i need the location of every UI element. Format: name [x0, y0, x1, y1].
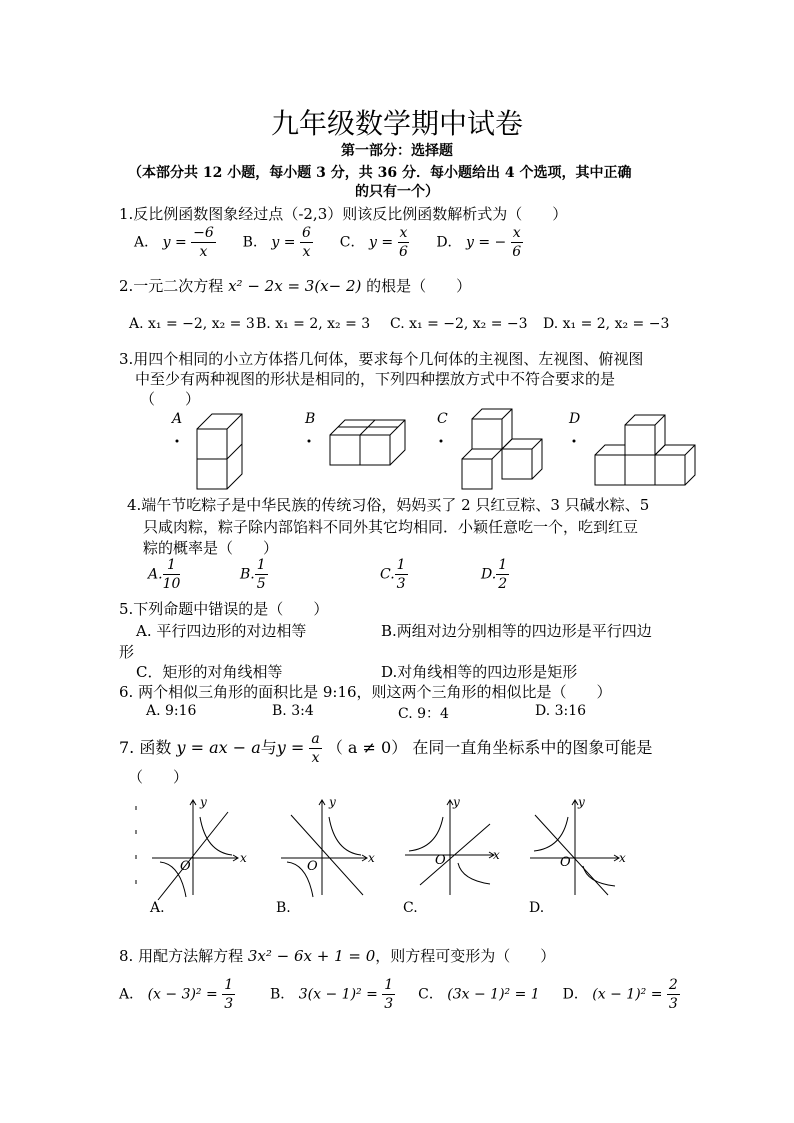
q7-graph-c — [405, 800, 494, 895]
q1-a-lhs: y = — [162, 234, 187, 251]
q2-option-a: A. x₁ = −2, x₂ = 3 — [129, 316, 255, 332]
page-title: 九年级数学期中试卷 — [270, 107, 523, 140]
q7-label-b: B. — [276, 900, 291, 916]
q7-label-a: A. — [150, 900, 165, 916]
section-note-line2: 的只有一个） — [355, 184, 439, 200]
q2-equation: x² − 2x = 3(x− 2) — [228, 277, 362, 295]
q8-d-label: D． — [562, 986, 588, 1003]
q4-b-den: 5 — [256, 576, 266, 592]
q3-line3: （ ） — [140, 390, 201, 408]
q7-graph-a — [152, 800, 238, 900]
q8-a-den: 3 — [224, 996, 234, 1012]
q7-d-ylabel: y — [578, 795, 585, 809]
q2-stem-pre: 2.一元二次方程 — [119, 277, 224, 295]
q4-c-num: 1 — [396, 557, 406, 573]
q2-option-c: C. x₁ = −2, x₂ = −3 — [390, 316, 528, 332]
q4-c-den: 3 — [396, 576, 406, 592]
q7-label-c: C. — [403, 900, 418, 916]
q6-option-a: A. 9:16 — [146, 703, 197, 719]
q3-label-a: A — [172, 411, 183, 427]
q4-a-label: A. — [148, 566, 163, 583]
q6-option-d: D. 3:16 — [535, 703, 587, 719]
q8-d-den: 3 — [668, 996, 678, 1012]
q1-c-den: 6 — [399, 244, 408, 260]
q4-line2: 只咸肉粽，粽子除内部馅料不同外其它均相同．小颖任意吃一个，吃到红豆 — [143, 518, 639, 536]
q1-c-label: C． — [339, 234, 365, 251]
q1-a-num: −6 — [193, 225, 214, 241]
q7-a-xlabel: x — [240, 851, 247, 865]
q4-a-den: 10 — [162, 576, 181, 592]
section-heading: 第一部分：选择题 — [341, 143, 453, 159]
q8-b-num: 1 — [384, 977, 394, 993]
q7-stem-post: 在同一直角坐标系中的图象可能是 — [412, 738, 653, 757]
q7-a-origin: O — [180, 859, 191, 874]
q4-d-den: 2 — [498, 576, 508, 592]
q1-stem: 1.反比例函数图象经过点（-2,3）则该反比例函数解析式为（ ） — [119, 205, 568, 223]
q5-option-a: A. 平行四边形的对边相等 — [136, 622, 307, 640]
q4-d-num: 1 — [498, 557, 508, 573]
q1-d-label: D． — [436, 234, 462, 251]
q3-label-d: D — [569, 411, 581, 427]
q3-line1: 3.用四个相同的小立方体搭几何体，要求每个几何体的主视图、左视图、俯视图 — [119, 350, 644, 368]
q8-d-num: 2 — [668, 977, 678, 993]
q5-stem: 5.下列命题中错误的是（ ） — [119, 600, 329, 618]
q4-d-label: D. — [481, 566, 497, 583]
q6-stem: 6. 两个相似三角形的面积比是 9:16，则这两个三角形的相似比是（ ） — [119, 683, 612, 701]
q8-a-label: A． — [119, 986, 144, 1003]
q1-c-lhs: y = — [368, 234, 394, 251]
q8-b-label: B． — [270, 986, 295, 1003]
q7-f1: y = ax − a — [176, 738, 261, 757]
q1-d-lhs: y = − — [466, 234, 507, 251]
q8-b-frac — [382, 976, 395, 1013]
q7-graph-d — [530, 800, 619, 895]
q7-stem-pre: 7. 函数 — [119, 738, 172, 757]
q1-c-num: x — [399, 225, 408, 241]
q3-line2: 中至少有两种视图的形状是相同的，下列四种摆放方式中不符合要求的是 — [135, 370, 616, 388]
q7-f2-lhs: y = — [276, 738, 305, 757]
q6-option-b: B. 3:4 — [272, 703, 314, 719]
q7-c-ylabel: y — [453, 795, 460, 809]
q7-f2-den: x — [311, 750, 320, 766]
q4-b-label: B. — [240, 566, 255, 583]
q3-label-c: C — [437, 411, 448, 427]
q5-option-d: D.对角线相等的四边形是矩形 — [381, 663, 578, 681]
q7-b-xlabel: x — [368, 851, 375, 865]
q7-d-origin: O — [560, 855, 571, 870]
q8-b-den: 3 — [384, 996, 394, 1012]
q8-a-lhs: (x − 3)² = — [147, 986, 218, 1003]
q5-option-b: B.两组对边分别相等的四边形是平行四边 — [381, 622, 652, 640]
q7-a-ylabel: y — [200, 795, 207, 809]
q8-d-lhs: (x − 1)² = — [592, 986, 663, 1003]
q7-line2: （ ） — [128, 768, 189, 786]
q8-b-lhs: 3(x − 1)² = — [298, 986, 378, 1003]
q1-a-label: A． — [134, 234, 159, 251]
q2-stem-post: 的根是（ ） — [366, 277, 472, 295]
q3-label-b: B — [305, 411, 316, 427]
q2-option-b: B. x₁ = 2, x₂ = 3 — [256, 316, 371, 332]
q8-a-num: 1 — [224, 977, 234, 993]
q7-graph-b — [281, 800, 367, 897]
q1-d-num: x — [512, 225, 521, 241]
q8-stem — [119, 945, 555, 966]
q1-a-den: x — [199, 244, 208, 260]
q5-option-b-wrap: 形 — [119, 643, 135, 661]
q4-line1: 4.端午节吃粽子是中华民族的传统习俗，妈妈买了 2 只红豆粽、3 只碱水粽、5 — [127, 496, 650, 514]
q1-d-den: 6 — [512, 244, 522, 260]
q7-d-xlabel: x — [619, 851, 626, 865]
q7-stem-mid: 与 — [260, 738, 277, 757]
q7-b-ylabel: y — [329, 795, 336, 809]
q8-stem-post: ，则方程可变形为（ ） — [375, 947, 556, 965]
q6-option-c: C. 9：4 — [398, 706, 449, 722]
q4-a-num: 1 — [163, 556, 181, 575]
q4-line3: 粽的概率是（ ） — [143, 539, 279, 557]
q8-a-frac — [222, 976, 235, 1013]
q1-b-label: B． — [242, 234, 267, 251]
q7-b-origin: O — [307, 859, 318, 874]
q8-d-frac — [667, 976, 680, 1013]
q1-b-lhs: y = — [271, 234, 296, 251]
q8-c-expr: (3x − 1)² = 1 — [447, 986, 540, 1003]
q7-cond: （ a ≠ 0） — [326, 738, 408, 757]
q7-c-origin: O — [435, 853, 446, 868]
q8-c-label: C． — [418, 986, 443, 1003]
q8-stem-pre: 8. 用配方法解方程 — [119, 947, 244, 965]
q7-label-d: D. — [529, 900, 545, 916]
q5-option-c: C．矩形的对角线相等 — [136, 663, 283, 681]
q4-b-num: 1 — [256, 557, 266, 573]
q8-options — [119, 976, 680, 1013]
q4-c-label: C. — [380, 566, 395, 583]
q2-option-d: D. x₁ = 2, x₂ = −3 — [543, 316, 670, 332]
q1-b-den: x — [302, 244, 311, 260]
q1-b-num: 6 — [301, 225, 311, 241]
q8-equation: 3x² − 6x + 1 = 0 — [247, 947, 376, 965]
section-note-line1: （本部分共 12 小题，每小题 3 分，共 36 分．每小题给出 4 个选项，其中正确 — [128, 165, 632, 181]
q7-f2-num: a — [311, 731, 320, 747]
q7-c-xlabel: x — [493, 848, 500, 862]
